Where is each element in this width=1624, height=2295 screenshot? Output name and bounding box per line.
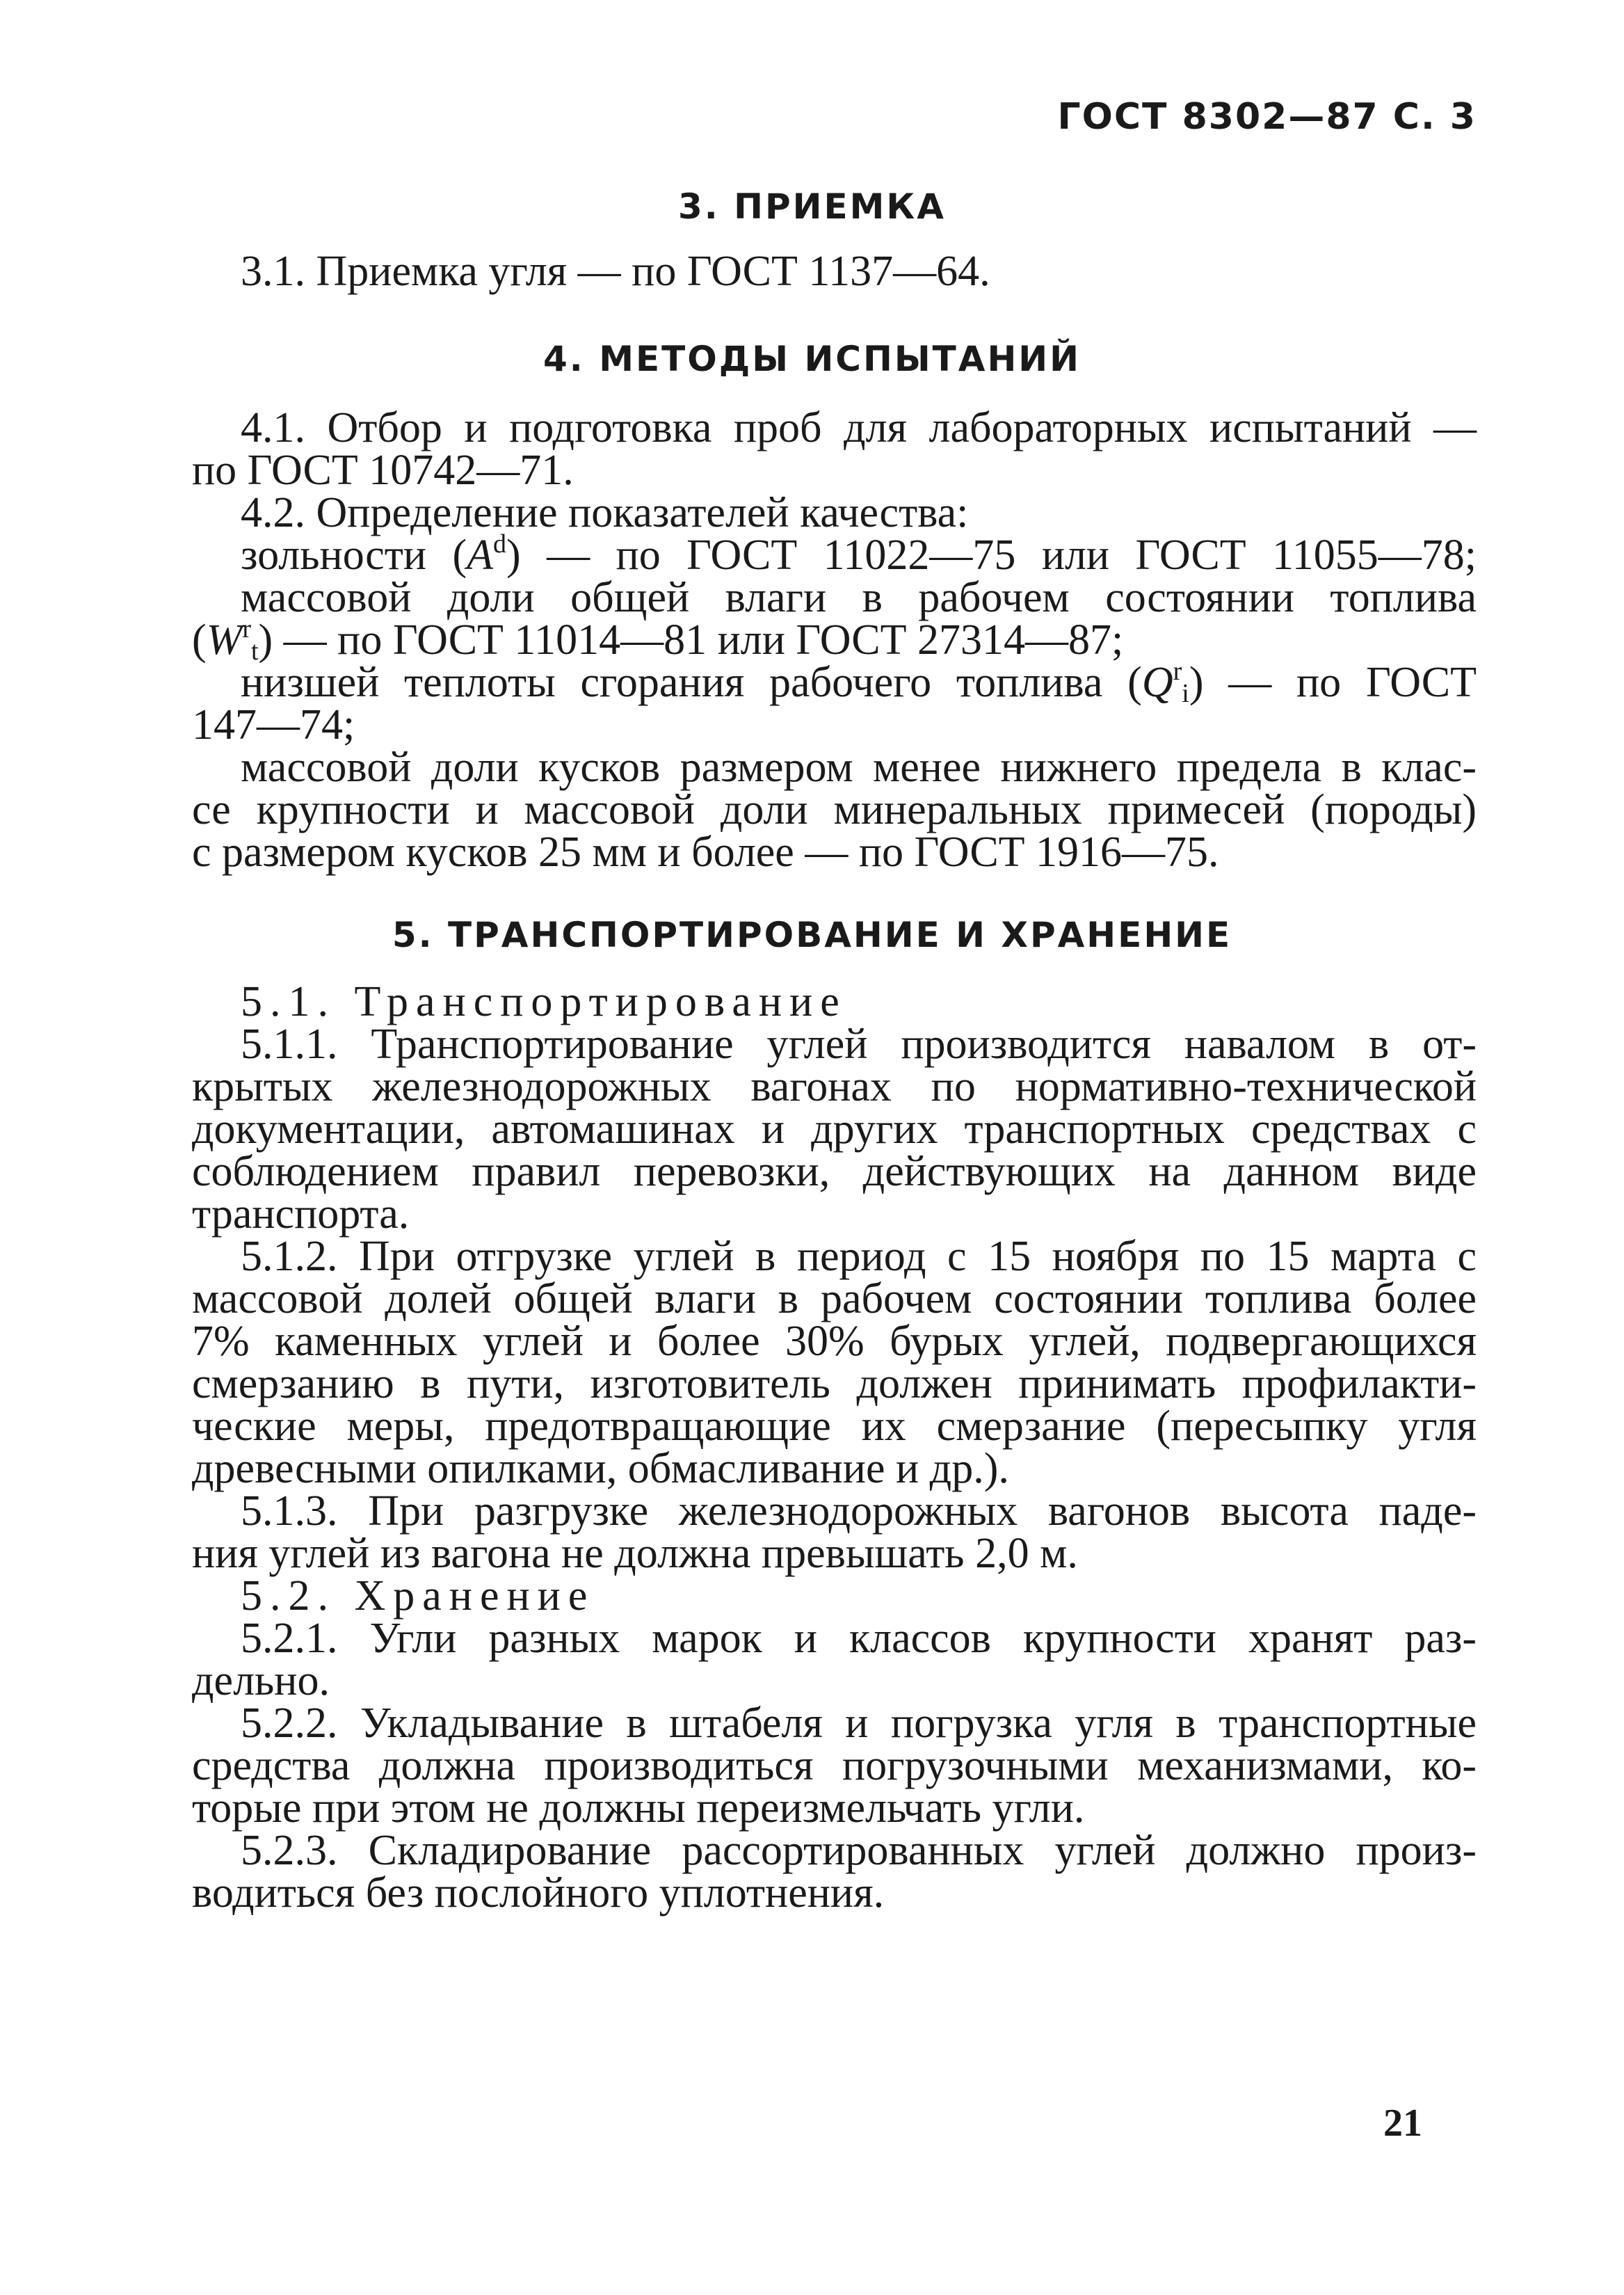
moisture-standard-line [192,616,1477,664]
text-fragment: зольности ( [241,531,467,579]
paragraph-5-2-2-line: средства должна производиться погрузочными механизмами, ко- [192,1742,1477,1789]
subsection-heading-storage: 5.2. Хранение [241,1572,595,1620]
paragraph-5-1-2-line: 7% каменных углей и более 30% бурых углей, подвергающихся [192,1318,1477,1365]
paragraph-5-1-1-line: крытых железнодорожных вагонах по нормативно-технической [192,1063,1477,1110]
paragraph-5-2-3-line: 5.2.3. Складирование рассортированных углей должно произ- [241,1827,1477,1874]
document-header: ГОСТ 8302—87 С. 3 [1057,96,1477,138]
paragraph-5-1-2-line: 5.1.2. При отгрузке углей в период с 15 ноября по 15 марта с [241,1233,1477,1280]
paragraph-5-1-2-line: ческие меры, предотвращающие их смерзание (пересыпку угля [192,1402,1477,1450]
section-heading-transport-storage: 5. ТРАНСПОРТИРОВАНИЕ И ХРАНЕНИЕ [392,915,1232,955]
text-fragment: низшей теплоты сгорания рабочего топлива ( [241,659,1142,706]
symbol-subscript: t [250,637,259,666]
ash-content-line [241,531,1477,579]
lump-fraction-line: с размером кусков 25 мм и более — по ГОСТ 1916—75. [192,829,1219,876]
paragraph-5-2-1-line: 5.2.1. Угли разных марок и классов крупности хранят раз- [241,1615,1477,1662]
lump-fraction-line: массовой доли кусков размером менее нижнего предела в клас- [241,744,1477,791]
paragraph-5-1-2-line: массовой долей общей влаги в рабочем состоянии топлива более [192,1275,1477,1322]
symbol-superscript: d [493,529,507,559]
paragraph-5-1-1-line: транспорта. [192,1190,410,1238]
paragraph-4-1-line: 4.1. Отбор и подготовка проб для лабораторных испытаний — [241,404,1477,451]
heat-value-standard-line: 147—74; [192,701,355,749]
symbol-subscript: i [1182,679,1189,708]
text-fragment: ( [192,616,207,664]
paragraph-5-1-1-line: 5.1.1. Транспортирование углей производится навалом в от- [241,1021,1477,1068]
paragraph-4-2-line: 4.2. Определение показателей качества: [241,489,969,536]
paragraph-5-1-3-line: ния углей из вагона не должна превышать 2,0 м. [192,1530,1078,1577]
paragraph-5-2-2-line: 5.2.2. Укладывание в штабеля и погрузка угля в транспортные [241,1700,1477,1747]
text-fragment: ) — по ГОСТ 11022—75 или ГОСТ 11055—78; [506,531,1477,579]
text-fragment: ) — по ГОСТ 11014—81 или ГОСТ 27314—87; [258,616,1124,664]
paragraph-5-1-3-line: 5.1.3. При разгрузке железнодорожных вагонов высота паде- [241,1487,1477,1535]
symbol-a: A [467,531,494,579]
paragraph-5-1-1-line: соблюдением правил перевозки, действующих на данном виде [192,1148,1477,1195]
paragraph-5-1-2-line: древесными опилками, обмасливание и др.). [192,1445,1009,1492]
paragraph-5-2-3-line: водиться без послойного уплотнения. [192,1869,885,1917]
paragraph-4-1-line: по ГОСТ 10742—71. [192,447,574,494]
paragraph-5-1-2-line: смерзанию в пути, изготовитель должен принимать профилакти- [192,1360,1477,1407]
moisture-line: массовой доли общей влаги в рабочем состоянии топлива [241,574,1477,621]
paragraph-3-1: 3.1. Приемка угля — по ГОСТ 1137—64. [241,248,990,295]
paragraph-5-1-1-line: документации, автомашинах и других транспортных средствах с [192,1105,1477,1153]
heat-value-line [241,658,1477,707]
symbol-superscript: r [1173,657,1182,686]
section-heading-acceptance: 3. ПРИЕМКА [677,186,946,227]
paragraph-5-2-2-line: торые при этом не должны переизмельчать угли. [192,1784,1085,1832]
section-heading-test-methods: 4. МЕТОДЫ ИСПЫТАНИЙ [543,339,1081,379]
symbol-w: W [206,616,243,664]
page-number: 21 [1383,2102,1422,2145]
symbol-superscript: r [242,614,251,643]
paragraph-5-2-1-line: дельно. [192,1657,330,1704]
text-fragment: ) — по ГОСТ [1189,659,1477,706]
lump-fraction-line: се крупности и массовой доли минеральных примесей (породы) [192,786,1477,833]
subsection-heading-transportation: 5.1. Транспортирование [241,978,847,1025]
symbol-q: Q [1141,659,1173,706]
